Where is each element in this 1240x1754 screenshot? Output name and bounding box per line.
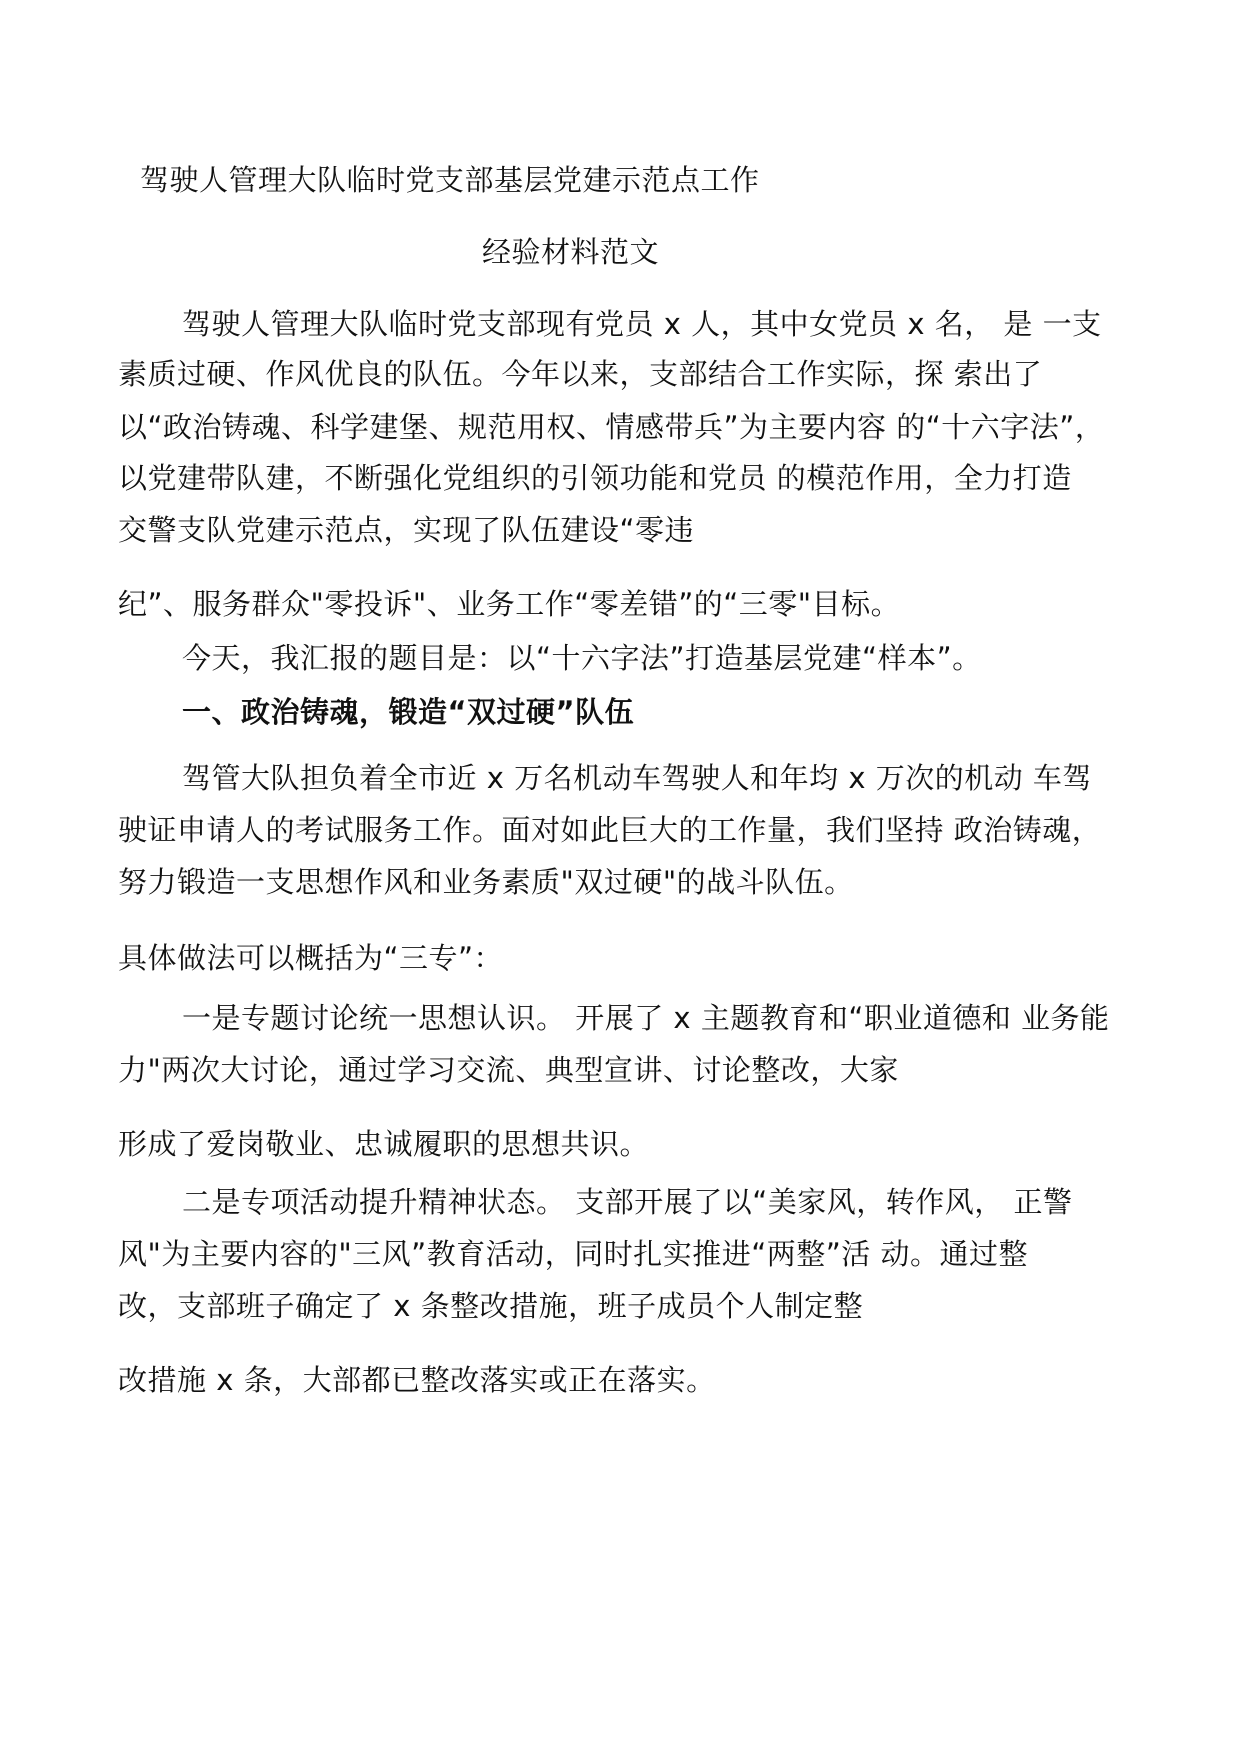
body-line-5: 交警支队党建示范点，实现了队伍建设“零违 <box>118 513 695 547</box>
document-title-line-2: 经验材料范文 <box>482 235 660 269</box>
document-title-line-1: 驾驶人管理大队临时党支部基层党建示范点工作 <box>140 163 760 197</box>
body-line-14: 形成了爱岗敬业、忠诚履职的思想共识。 <box>118 1127 650 1161</box>
section-heading-1: 一、政治铸魂，锻造“双过硬”队伍 <box>182 695 635 729</box>
body-line-16: 风"为主要内容的"三风”教育活动，同时扎实推进“两整”活 动。通过整 <box>118 1237 1028 1271</box>
body-line-13: 力"两次大讨论，通过学习交流、典型宣讲、讨论整改，大家 <box>118 1053 899 1087</box>
body-line-1: 驾驶人管理大队临时党支部现有党员 x 人，其中女党员 x 名， 是 一支 <box>182 307 1102 341</box>
body-line-2: 素质过硬、作风优良的队伍。今年以来，支部结合工作实际，探 索出了 <box>118 357 1043 391</box>
body-line-18: 改措施 x 条，大部都已整改落实或正在落实。 <box>118 1363 716 1397</box>
body-line-12: 一是专题讨论统一思想认识。 开展了 x 主题教育和“职业道德和 业务能 <box>182 1001 1110 1035</box>
body-line-9: 驶证申请人的考试服务工作。面对如此巨大的工作量，我们坚持 政治铸魂， <box>118 813 1102 847</box>
body-line-17: 改，支部班子确定了 x 条整改措施，班子成员个人制定整 <box>118 1289 864 1323</box>
body-line-4: 以党建带队建，不断强化党组织的引领功能和党员 的模范作用，全力打造 <box>118 461 1072 495</box>
body-line-6: 纪”、服务群众"零投诉"、业务工作“零差错”的“三零"目标。 <box>118 587 901 621</box>
body-line-15: 二是专项活动提升精神状态。 支部开展了以“美家风，转作风， 正警 <box>182 1185 1073 1219</box>
body-line-3: 以“政治铸魂、科学建堡、规范用权、情感带兵”为主要内容 的“十六字法”， <box>118 410 1105 444</box>
body-line-11: 具体做法可以概括为“三专”： <box>118 941 504 975</box>
body-line-10: 努力锻造一支思想作风和业务素质"双过硬"的战斗队伍。 <box>118 865 854 899</box>
body-line-7: 今天，我汇报的题目是：以“十六字法”打造基层党建“样本”。 <box>182 641 982 675</box>
body-line-8: 驾管大队担负着全市近 x 万名机动车驾驶人和年均 x 万次的机动 车驾 <box>182 761 1092 795</box>
